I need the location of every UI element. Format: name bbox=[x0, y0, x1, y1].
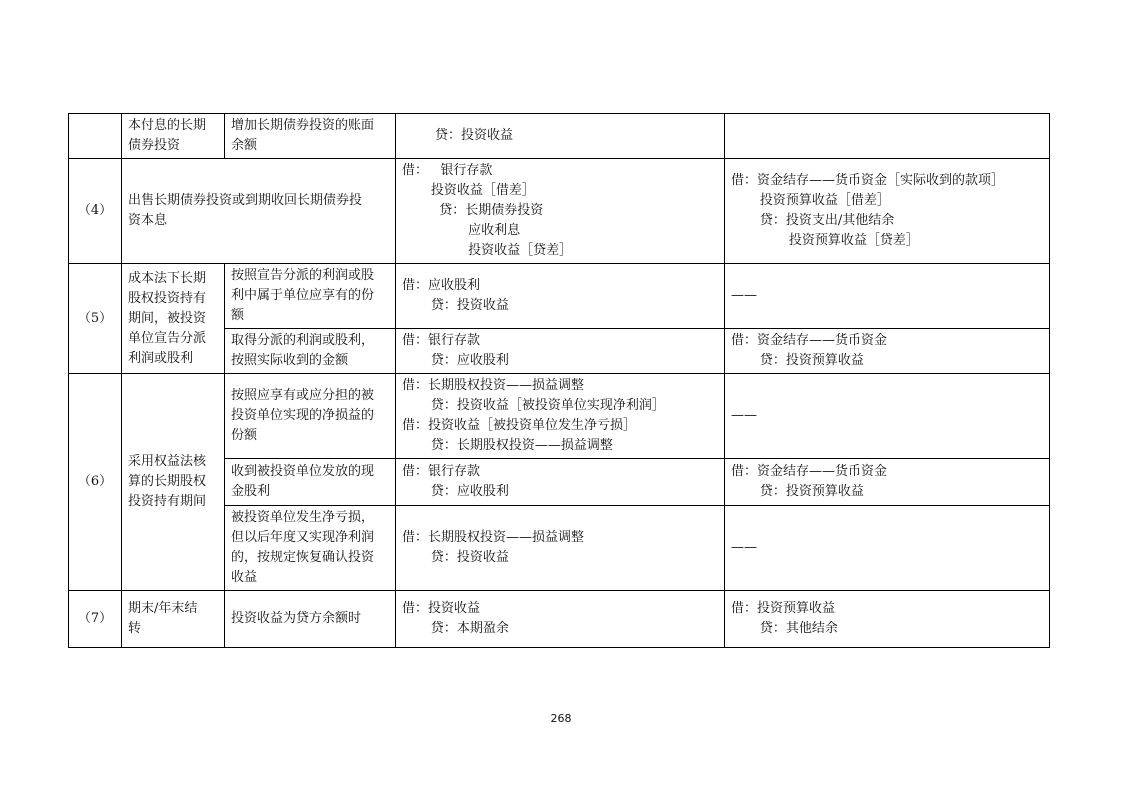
budget-entry-cell: 借：资金结存——货币资金 贷：投资预算收益 bbox=[725, 329, 1050, 374]
basis-cell: 收到被投资单位发放的现 金股利 bbox=[225, 459, 396, 506]
basis-cell: 按照应享有或应分担的被 投资单位实现的净损益的 份额 bbox=[225, 374, 396, 459]
matter-cell: 出售长期债券投资或到期收回长期债券投 资本息 bbox=[122, 159, 396, 264]
matter-cell: 采用权益法核 算的长期股权 投资持有期间 bbox=[122, 374, 225, 591]
table-row bbox=[69, 159, 1050, 264]
basis-cell: 被投资单位发生净亏损， 但以后年度又实现净利润 的，按规定恢复确认投资 收益 bbox=[225, 506, 396, 591]
budget-entry-cell: —— bbox=[725, 374, 1050, 459]
accounting-entries-table bbox=[68, 113, 1050, 648]
table-row bbox=[69, 114, 1050, 159]
financial-entry-cell: 借：应收股利 贷：投资收益 bbox=[396, 264, 725, 329]
budget-entry-cell: —— bbox=[725, 506, 1050, 591]
budget-entry-cell: —— bbox=[725, 264, 1050, 329]
matter-cell: 期末/年末结 转 bbox=[122, 591, 225, 648]
table-row bbox=[69, 264, 1050, 329]
basis-cell: 投资收益为贷方余额时 bbox=[225, 591, 396, 648]
row-number-cell: （6） bbox=[69, 374, 122, 591]
row-number-cell: （7） bbox=[69, 591, 122, 648]
financial-entry-cell: 借：银行存款 贷：应收股利 bbox=[396, 329, 725, 374]
budget-entry-cell: 借：资金结存——货币资金 贷：投资预算收益 bbox=[725, 459, 1050, 506]
financial-entry-cell: 借：长期股权投资——损益调整 贷：投资收益［被投资单位实现净利润］ 借：投资收益［被投资单位发生净亏损］ 贷：长期股权投资——损益调整 bbox=[396, 374, 725, 459]
budget-entry-cell: 借：资金结存——货币资金［实际收到的款项］ 投资预算收益［借差］ 贷：投资支出/其他结余 投资预算收益［贷差］ bbox=[725, 159, 1050, 264]
financial-entry-cell: 贷：投资收益 bbox=[396, 114, 725, 159]
financial-entry-cell: 借：银行存款 贷：应收股利 bbox=[396, 459, 725, 506]
table-row bbox=[69, 374, 1050, 459]
row-number-cell bbox=[69, 114, 122, 159]
basis-cell: 按照宣告分派的利润或股 利中属于单位应享有的份 额 bbox=[225, 264, 396, 329]
basis-cell: 增加长期债券投资的账面 余额 bbox=[225, 114, 396, 159]
budget-entry-cell bbox=[725, 114, 1050, 159]
budget-entry-cell: 借：投资预算收益 贷：其他结余 bbox=[725, 591, 1050, 648]
page-number: 268 bbox=[550, 712, 572, 725]
row-number-cell: （5） bbox=[69, 264, 122, 374]
matter-cell: 本付息的长期 债券投资 bbox=[122, 114, 225, 159]
basis-cell: 取得分派的利润或股利， 按照实际收到的金额 bbox=[225, 329, 396, 374]
financial-entry-cell: 借：投资收益 贷：本期盈余 bbox=[396, 591, 725, 648]
row-number-cell: （4） bbox=[69, 159, 122, 264]
table-row bbox=[69, 591, 1050, 648]
matter-cell: 成本法下长期 股权投资持有 期间，被投资 单位宣告分派 利润或股利 bbox=[122, 264, 225, 374]
financial-entry-cell: 借： 银行存款 投资收益［借差］ 贷：长期债券投资 应收利息 投资收益［贷差］ bbox=[396, 159, 725, 264]
financial-entry-cell: 借：长期股权投资——损益调整 贷：投资收益 bbox=[396, 506, 725, 591]
